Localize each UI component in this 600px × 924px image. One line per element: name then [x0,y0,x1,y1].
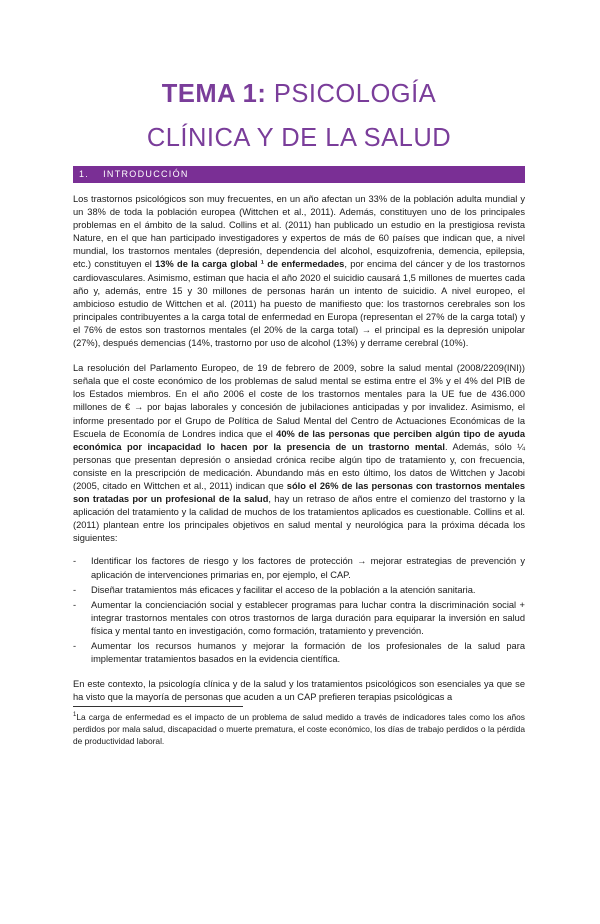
list-item-text: Diseñar tratamientos más eficaces y facilitar el acceso de la población a la atención sanitaria. [91,584,476,595]
paragraph-2-text-a: La resolución del Parlamento Europeo, de 19 de febrero de 2009, sobre la salud mental (2008/2209(INI)) señala que el coste económico de los problemas de salud mental se estima entre el 3% y el 4% del PIB de los Estados miembros. En el año 2006 el coste de los trastornos mentales para la UE fue de 436.000 millones de € → por bajas laborales y concesión de jubilaciones anticipadas y por invalidez. Asimismo, el informe presentado por el Grupo de Política de Salud Mental del Centro de Actuaciones Económicas de la Escuela de Economía de Londres indica que el [73,363,525,439]
paragraph-2 [73,362,525,545]
paragraph-1-text-a: Los trastornos psicológicos son muy frecuentes, en un año afectan un 33% de la población adulta mundial y un 38% de toda la población europea (Wittchen et al., 2011). Además, constituyen uno de los principales problemas en el ámbito de la salud. Collins et al. (2011) han publicado un estudio en la prestigiosa revista Nature, en el que han participado investigadores y expertos de más de 60 países que indican que, a nivel mundial, los trastornos mentales (depresión, dependencia del alcohol, esquizofrenia, demencia, epilepsia, etc.) constituyen el [73,194,525,270]
list-dash: - [73,584,77,595]
page-title [73,76,525,112]
title-bold: TEMA 1: [161,80,267,108]
paragraph-3: En este contexto, la psicología clínica y de la salud y los tratamientos psicológicos son esenciales ya que se ha visto que la mayoría de personas que acuden a un CAP prefieren terapias psicológicas a [73,679,525,703]
list-item [73,555,525,581]
title-rest: PSICOLOGÍA [266,80,437,108]
paragraph-1 [73,193,525,350]
paragraph-1-bold-a: 13% de la carga global ¹ de enfermedades [155,259,345,270]
paragraph-2-bold-b: sólo el 26% de las personas con trastornos mentales son tratadas por un profesional de la salud [73,480,525,505]
paragraph-1-text-b: , por encima del cáncer y de los trastornos cardiovasculares. Asimismo, estiman que hacia el año 2020 el suicidio causará 1,5 millones de muertes cada año y, además, entre 15 y 30 millones de personas harán un intento de suicidio. A nivel europeo, el ambicioso estudio de Wittchen et al. (2011) ha puesto de manifiesto que: los trastornos cerebrales son los principales contribuyentes a la carga total de enfermedad en Europa (representan el 27% de la carga total) y el 76% de estos son trastornos mentales (el 20% de la carga total) → el principal es la depresión unipolar (27%), después demencias (14%, trastorno por uso de alcohol (13%) y derrame cerebral (10%). [73,259,525,349]
objectives-list [73,555,525,666]
footnote-divider [73,706,243,707]
page-title-line2: CLÍNICA Y DE LA SALUD [146,124,452,152]
paragraph-2-text-c: , hay un retraso de años entre el comienzo del trastorno y la aplicación del tratamiento y la calidad de muchos de los tratamientos aplicados es cuestionable. Collins et al. (2011) plantean entre los principales objetivos en salud mental y neurológica para la próxima década los siguientes: [73,494,525,544]
list-dash: - [73,556,77,567]
list-item [73,599,525,638]
document-page [0,76,600,924]
section-label: INTRODUCCIÓN [103,169,189,179]
list-item-text: Aumentar la concienciación social y establecer programas para luchar contra la discriminación social + integrar trastornos mentales con otros trastornos de larga duración para equiparar la inversión en salud física y mental tanto en investigación, como formación, tratamiento y prevención. [91,599,525,636]
list-item-text: Aumentar los recursos humanos y mejorar la formación de los profesionales de la salud para implementar tratamientos basados en la evidencia científica. [91,641,525,665]
list-dash: - [73,641,77,651]
section-number: 1. [79,169,90,179]
section-heading [73,166,525,183]
list-item-text: Identificar los factores de riesgo y los factores de protección → mejorar estrategias de prevención y aplicación de intervenciones primarias en, por ejemplo, el CAP. [91,556,525,580]
paragraph-2-bold-a: 40% de las personas que perciben algún tipo de ayuda económica por incapacidad lo hacen por la presencia de un trastorno mental [73,428,525,452]
list-dash: - [73,599,77,610]
list-item [73,640,525,666]
paragraph-2-text-b: . Además, sólo ¼ personas que presentan depresión o ansiedad crónica recibe algún tipo de tratamiento y, con frecuencia, consiste en la prescripción de medicación. Abundando más en esto último, los datos de Wittchen y Jacobi (2005, citado en Wittchen et al., 2011) indican que [73,441,525,491]
footnote-mark: 1 [73,712,77,719]
list-item [73,584,525,597]
footnote-text: La carga de enfermedad es el impacto de un problema de salud medido a través de indicadores tales como los años perdidos por mala salud, discapacidad o muerte prematura, el coste económico, los días de trabajo perdidos o la pérdida de productividad laboral. [73,712,525,747]
footnote [73,709,525,747]
